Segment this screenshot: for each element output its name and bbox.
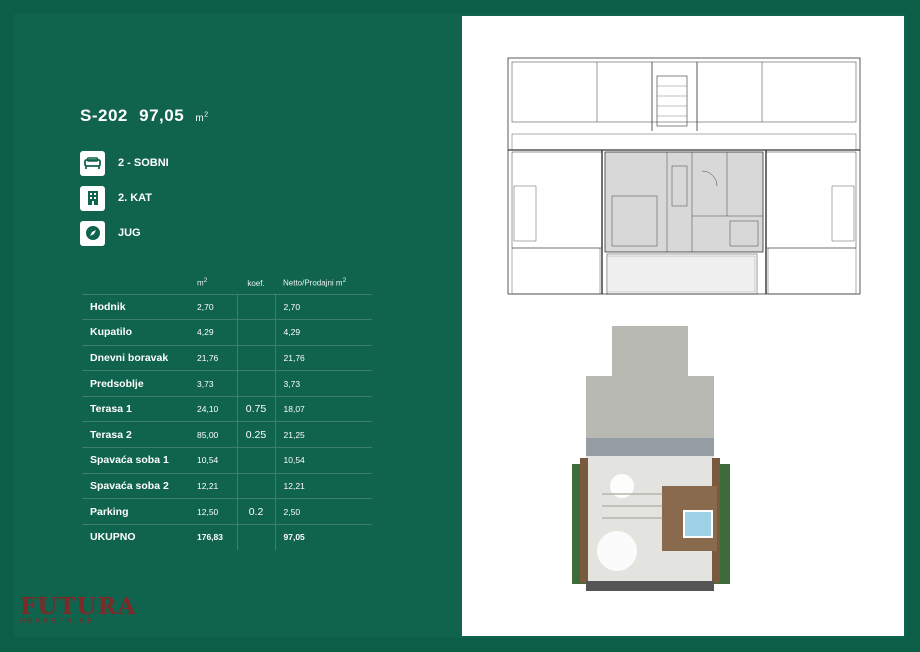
table-row: Spavaća soba 2 12,21 12,21 <box>82 473 372 499</box>
unit-area: 97,05 <box>139 106 185 125</box>
feature-orientation-label: JUG <box>118 227 141 239</box>
feature-floor <box>80 185 152 211</box>
header-coef: koef. <box>247 278 265 288</box>
building-icon <box>80 186 105 211</box>
feature-floor-label: 2. KAT <box>118 192 153 204</box>
table-row: Terasa 1 24,10 0.75 18,07 <box>82 396 372 422</box>
table-header <box>82 270 372 294</box>
table-row: Predsoblje 3,73 3,73 <box>82 371 372 397</box>
feature-rooms <box>80 150 169 176</box>
plans-panel <box>462 16 904 636</box>
table-total-row: UKUPNO 176,83 97,05 <box>82 524 372 550</box>
compass-icon <box>80 221 105 246</box>
logo-sub: NEKRETNINE <box>20 618 96 625</box>
unit-title <box>80 106 209 126</box>
unit-name: S-202 <box>80 106 128 125</box>
table-row: Kupatilo 4,29 4,29 <box>82 320 372 346</box>
header-area: $m^2$ <box>197 276 208 288</box>
feature-orientation <box>80 220 141 246</box>
floor-plan-drawing <box>462 16 904 636</box>
area-table <box>82 270 372 550</box>
header-net: Netto/Prodajni $m^2$ <box>283 276 347 288</box>
terrace-render <box>572 326 730 591</box>
logo-word: FUTURA <box>20 593 137 620</box>
table-row: Terasa 2 85,00 0.25 21,25 <box>82 422 372 448</box>
feature-rooms-label: 2 - SOBNI <box>118 157 169 169</box>
bed-icon <box>80 151 105 176</box>
unit-area-unit: $m^2$ <box>195 111 209 124</box>
table-row: Dnevni boravak 21,76 21,76 <box>82 345 372 371</box>
table-row: Spavaća soba 1 10,54 10,54 <box>82 448 372 474</box>
table-row: Parking 12,50 0.2 2,50 <box>82 499 372 525</box>
futura-logo <box>20 593 137 625</box>
table-row: Hodnik 2,70 2,70 <box>82 294 372 320</box>
